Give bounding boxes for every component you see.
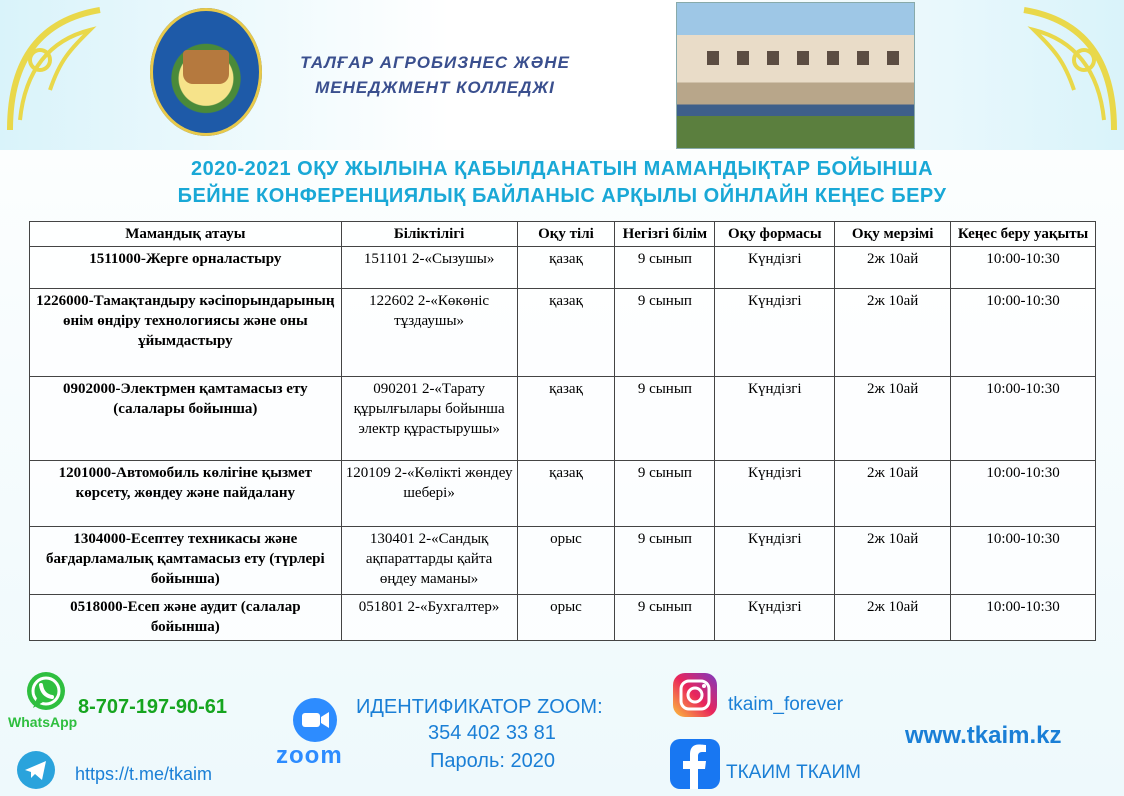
telegram-icon[interactable]	[16, 750, 56, 790]
table-row	[30, 461, 1096, 527]
qualification: 120109 2-«Көлікті жөндеу шебері»	[341, 461, 517, 527]
specialty-name: 1511000-Жерге орналастыру	[30, 247, 342, 289]
base-education: 9 сынып	[615, 247, 715, 289]
facebook-name[interactable]: ТКАИМ ТКАИМ	[726, 762, 861, 783]
col-header-qualification: Біліктілігі	[341, 222, 517, 247]
consult-time: 10:00-10:30	[951, 289, 1096, 377]
whatsapp-label: WhatsApp	[8, 714, 78, 730]
zoom-id-label: ИДЕНТИФИКАТОР ZOOM:	[356, 696, 603, 718]
study-form: Күндізгі	[715, 377, 835, 461]
page-title-line2: БЕЙНЕ КОНФЕРЕНЦИЯЛЫҚ БАЙЛАНЫС АРҚЫЛЫ ОЙНЛАЙН КЕҢЕС БЕРУ	[177, 185, 947, 207]
table-header-row	[30, 222, 1096, 247]
language: орыс	[517, 527, 615, 595]
base-education: 9 сынып	[615, 595, 715, 641]
duration: 2ж 10ай	[835, 289, 951, 377]
college-name-line1: ТАЛҒАР АГРОБИЗНЕС ЖӘНЕ	[300, 53, 570, 72]
qualification: 051801 2-«Бухгалтер»	[341, 595, 517, 641]
qualification: 151101 2-«Сызушы»	[341, 247, 517, 289]
specialty-name: 1226000-Тамақтандыру кәсіпорындарының өнім өндіру технологиясы және оны ұйымдастыру	[30, 289, 342, 377]
zoom-password: Пароль: 2020	[430, 750, 555, 772]
right-ornament-icon	[1014, 0, 1124, 140]
table-row	[30, 377, 1096, 461]
base-education: 9 сынып	[615, 461, 715, 527]
qualification: 090201 2-«Тарату құрылғылары бойынша электр құрастырушы»	[341, 377, 517, 461]
zoom-id[interactable]: 354 402 33 81	[428, 722, 556, 744]
college-name	[290, 50, 580, 100]
consult-time: 10:00-10:30	[951, 527, 1096, 595]
col-header-study-form: Оқу формасы	[715, 222, 835, 247]
study-form: Күндізгі	[715, 289, 835, 377]
duration: 2ж 10ай	[835, 527, 951, 595]
zoom-label: zoom	[276, 742, 343, 769]
study-form: Күндізгі	[715, 595, 835, 641]
language: орыс	[517, 595, 615, 641]
page-title-line1: 2020-2021 ОҚУ ЖЫЛЫНА ҚАБЫЛДАНАТЫН МАМАНДЫҚТАР БОЙЫНША	[190, 158, 934, 180]
language: қазақ	[517, 377, 615, 461]
consult-time: 10:00-10:30	[951, 377, 1096, 461]
language: қазақ	[517, 247, 615, 289]
phone-number[interactable]: 8-707-197-90-61	[78, 696, 227, 718]
specialty-name: 1304000-Есептеу техникасы және бағдарламалық қамтамасыз ету (түрлері бойынша)	[30, 527, 342, 595]
zoom-icon[interactable]	[292, 697, 338, 743]
college-name-line2: МЕНЕДЖМЕНТ КОЛЛЕДЖІ	[315, 78, 555, 97]
language: қазақ	[517, 289, 615, 377]
language: қазақ	[517, 461, 615, 527]
col-header-base-education: Негізгі білім	[615, 222, 715, 247]
table-row	[30, 247, 1096, 289]
duration: 2ж 10ай	[835, 461, 951, 527]
specialty-name: 0518000-Есеп және аудит (салалар бойынша)	[30, 595, 342, 641]
consult-time: 10:00-10:30	[951, 247, 1096, 289]
duration: 2ж 10ай	[835, 595, 951, 641]
col-header-duration: Оқу мерзімі	[835, 222, 951, 247]
instagram-icon[interactable]	[672, 672, 718, 718]
qualification: 130401 2-«Сандық ақпараттарды қайта өңдеу маманы»	[341, 527, 517, 595]
specialties-table	[29, 221, 1096, 641]
whatsapp-icon[interactable]	[25, 670, 67, 712]
consult-time: 10:00-10:30	[951, 461, 1096, 527]
base-education: 9 сынып	[615, 289, 715, 377]
facebook-icon[interactable]	[670, 739, 720, 789]
study-form: Күндізгі	[715, 527, 835, 595]
table-row	[30, 289, 1096, 377]
specialty-name: 1201000-Автомобиль көлігіне қызмет көрсету, жөндеу және пайдалану	[30, 461, 342, 527]
base-education: 9 сынып	[615, 527, 715, 595]
building-photo	[676, 2, 915, 149]
table-row	[30, 527, 1096, 595]
consult-time: 10:00-10:30	[951, 595, 1096, 641]
logo-book-icon	[183, 50, 229, 84]
col-header-name: Мамандық атауы	[30, 222, 342, 247]
website-link[interactable]: www.tkaim.kz	[905, 722, 1062, 749]
instagram-handle[interactable]: tkaim_forever	[728, 694, 844, 715]
specialty-name: 0902000-Электрмен қамтамасыз ету (салалары бойынша)	[30, 377, 342, 461]
col-header-language: Оқу тілі	[517, 222, 615, 247]
duration: 2ж 10ай	[835, 377, 951, 461]
base-education: 9 сынып	[615, 377, 715, 461]
study-form: Күндізгі	[715, 461, 835, 527]
table-row	[30, 595, 1096, 641]
qualification: 122602 2-«Көкөніс тұздаушы»	[341, 289, 517, 377]
study-form: Күндізгі	[715, 247, 835, 289]
duration: 2ж 10ай	[835, 247, 951, 289]
left-ornament-icon	[0, 0, 110, 140]
col-header-consult-time: Кеңес беру уақыты	[951, 222, 1096, 247]
telegram-link[interactable]: https://t.me/tkaim	[75, 764, 213, 784]
